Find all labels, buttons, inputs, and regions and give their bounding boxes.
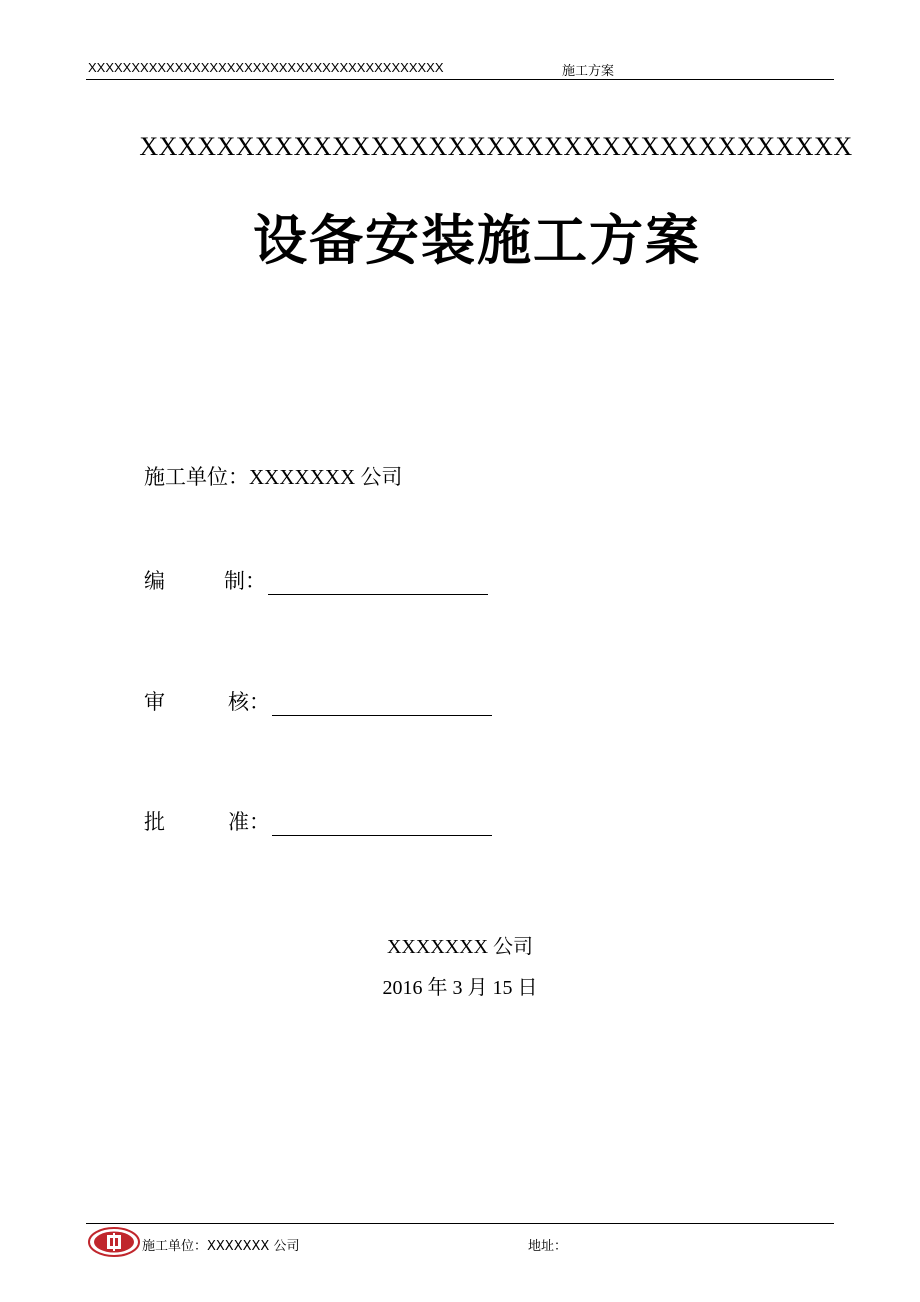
footer-divider <box>86 1223 834 1224</box>
signature-line <box>272 695 492 716</box>
construction-unit-field <box>144 461 402 491</box>
signature-line <box>272 815 492 836</box>
signature-row-compile <box>144 565 488 595</box>
header-right-text: 施工方案 <box>562 64 615 79</box>
project-name: XXXXXXXXXXXXXXXXXXXXXXXXXXXXXXXXXXXXX <box>139 132 853 161</box>
company-name: XXXXXXX 公司 <box>386 936 534 958</box>
header-left-text: XXXXXXXXXXXXXXXXXXXXXXXXXXXXXXXXXXXXXXXXX <box>88 60 444 75</box>
signature-row-approve <box>144 806 492 836</box>
signature-label-a: 批 <box>144 810 165 834</box>
signature-label-b: 核： <box>228 690 270 714</box>
signature-line <box>268 574 488 595</box>
header-divider <box>86 79 834 80</box>
document-date: 2016 年 3 月 15 日 <box>382 977 538 999</box>
signature-row-review <box>144 686 492 716</box>
footer-address-label: 地址： <box>528 1239 568 1254</box>
signature-label-b: 制： <box>224 569 266 593</box>
company-logo-icon <box>88 1227 140 1257</box>
footer-unit-text: 施工单位：XXXXXXX 公司 <box>142 1239 300 1254</box>
signature-label-b: 准： <box>228 810 270 834</box>
construction-unit-value: XXXXXXX 公司 <box>249 465 403 489</box>
signature-label-a: 审 <box>144 690 165 714</box>
signature-label-a: 编 <box>144 569 165 593</box>
construction-unit-label: 施工单位： <box>144 465 249 489</box>
document-title: 设备安装施工方案 <box>253 209 701 272</box>
